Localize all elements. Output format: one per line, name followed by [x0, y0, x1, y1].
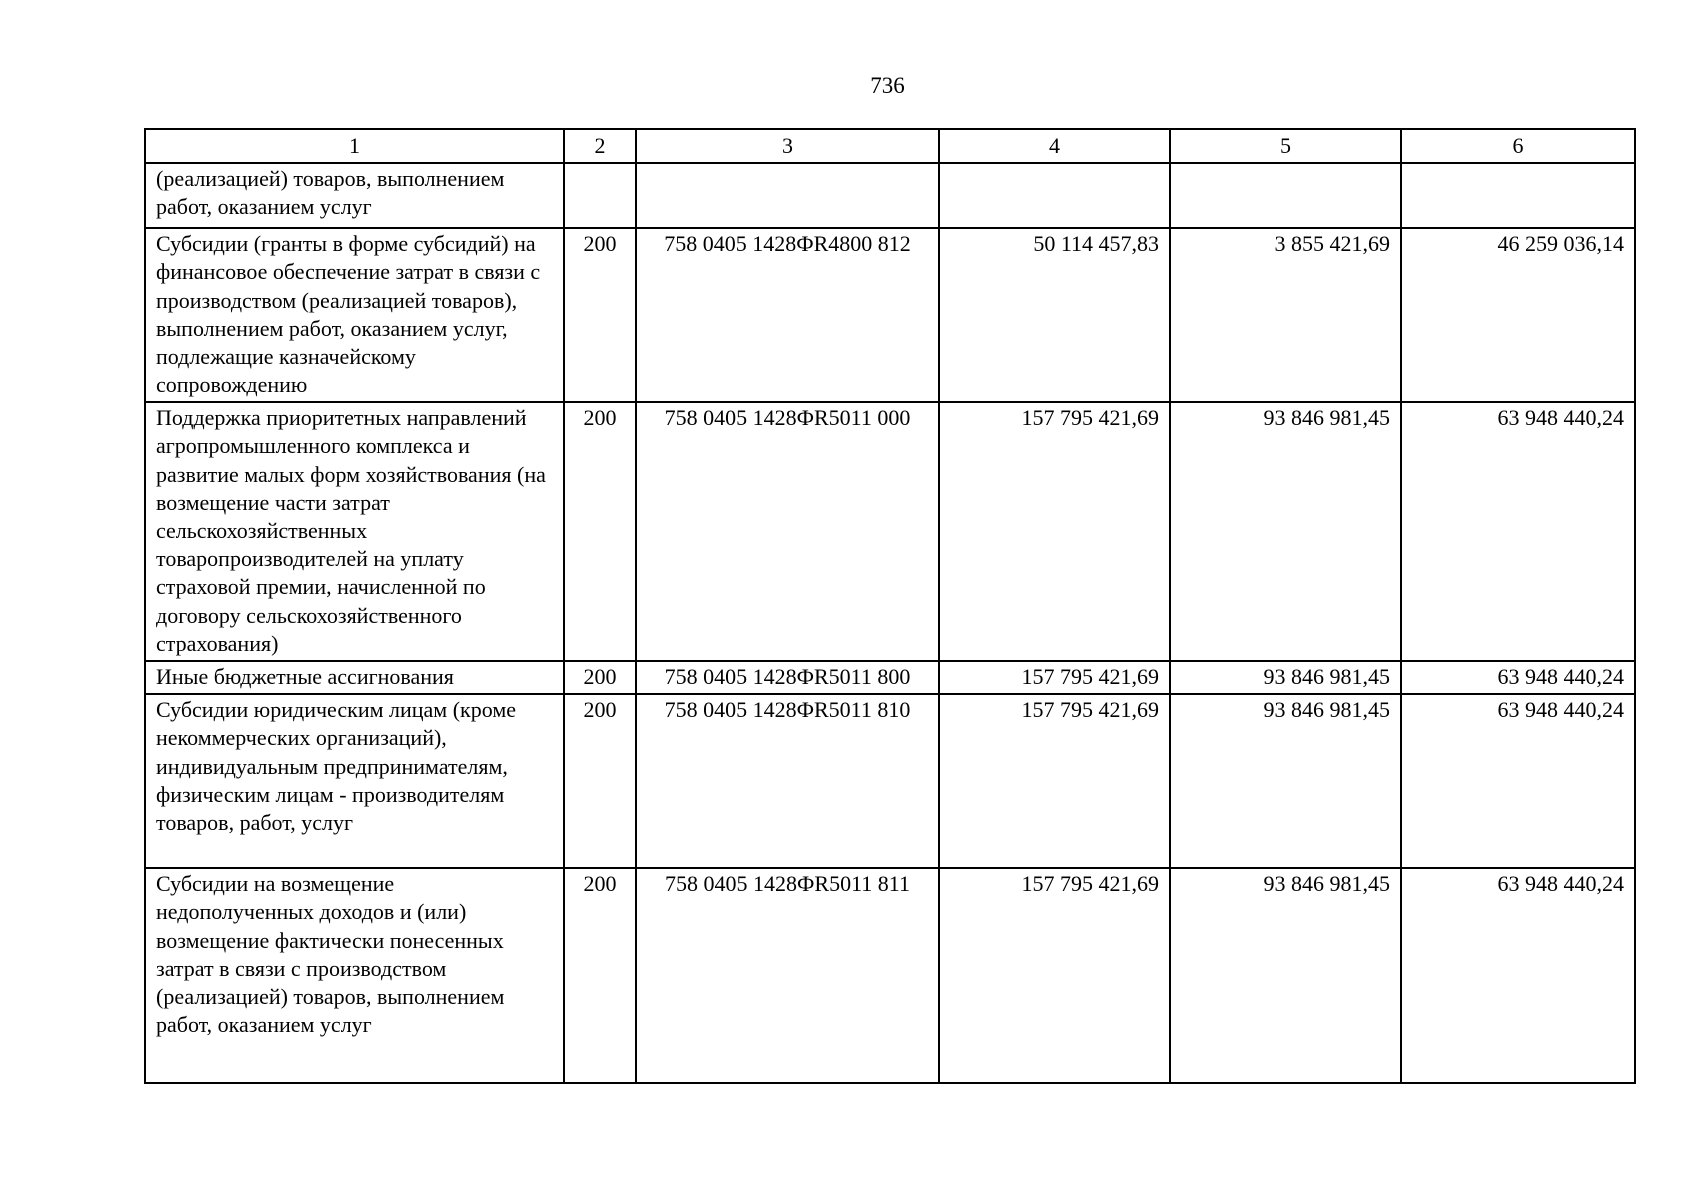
- row-amount-cell: 93 846 981,45: [1170, 402, 1401, 661]
- row-code-cell: 200: [564, 661, 636, 694]
- column-header: 3: [636, 129, 939, 163]
- row-kbk-cell: 758 0405 1428ФR4800 812: [636, 228, 939, 402]
- row-amount-cell: 93 846 981,45: [1170, 694, 1401, 868]
- row-amount-cell: 157 795 421,69: [939, 402, 1170, 661]
- column-header: 2: [564, 129, 636, 163]
- table-header-row: [145, 129, 1635, 163]
- table-row: [145, 694, 1635, 868]
- column-header: 1: [145, 129, 564, 163]
- column-header: 4: [939, 129, 1170, 163]
- row-code-cell: 200: [564, 694, 636, 868]
- table-row: [145, 868, 1635, 1083]
- row-kbk-cell: 758 0405 1428ФR5011 810: [636, 694, 939, 868]
- table-row: [145, 163, 1635, 228]
- table-row: [145, 228, 1635, 402]
- row-amount-cell: 93 846 981,45: [1170, 661, 1401, 694]
- row-amount-cell: [939, 163, 1170, 228]
- row-amount-cell: 46 259 036,14: [1401, 228, 1635, 402]
- column-header: 6: [1401, 129, 1635, 163]
- row-kbk-cell: 758 0405 1428ФR5011 000: [636, 402, 939, 661]
- row-amount-cell: 93 846 981,45: [1170, 868, 1401, 1083]
- row-code-cell: 200: [564, 402, 636, 661]
- row-name-cell: Иные бюджетные ассигнования: [145, 661, 564, 694]
- row-amount-cell: [1401, 163, 1635, 228]
- row-name-cell: Субсидии юридическим лицам (кроме некоммерческих организаций), индивидуальным предпринимателям, физическим лицам - производителям товаров, работ, услуг: [145, 694, 564, 868]
- row-kbk-cell: [636, 163, 939, 228]
- row-amount-cell: 63 948 440,24: [1401, 661, 1635, 694]
- row-amount-cell: 157 795 421,69: [939, 694, 1170, 868]
- row-kbk-cell: 758 0405 1428ФR5011 800: [636, 661, 939, 694]
- row-amount-cell: 63 948 440,24: [1401, 694, 1635, 868]
- row-code-cell: [564, 163, 636, 228]
- row-amount-cell: 63 948 440,24: [1401, 402, 1635, 661]
- row-name-cell: Субсидии на возмещение недополученных доходов и (или) возмещение фактически понесенных затрат в связи с производством (реализацией) товаров, выполнением работ, оказанием услуг: [145, 868, 564, 1083]
- row-kbk-cell: 758 0405 1428ФR5011 811: [636, 868, 939, 1083]
- row-name-cell: Поддержка приоритетных направлений агропромышленного комплекса и развитие малых форм хозяйствования (на возмещение части затрат сельскохозяйственных товаропроизводителей на уплату страховой премии, начисленной по договору сельскохозяйственного страхования): [145, 402, 564, 661]
- row-name-cell: (реализацией) товаров, выполнением работ, оказанием услуг: [145, 163, 564, 228]
- row-amount-cell: [1170, 163, 1401, 228]
- page-number: 736: [870, 73, 905, 98]
- budget-table: [144, 128, 1636, 1084]
- row-name-cell: Субсидии (гранты в форме субсидий) на финансовое обеспечение затрат в связи с производством (реализацией товаров), выполнением работ, оказанием услуг, подлежащие казначейскому сопровождению: [145, 228, 564, 402]
- column-header: 5: [1170, 129, 1401, 163]
- row-amount-cell: 63 948 440,24: [1401, 868, 1635, 1083]
- row-amount-cell: 157 795 421,69: [939, 661, 1170, 694]
- table-row: [145, 661, 1635, 694]
- row-amount-cell: 157 795 421,69: [939, 868, 1170, 1083]
- row-code-cell: 200: [564, 868, 636, 1083]
- table-row: [145, 402, 1635, 661]
- row-code-cell: 200: [564, 228, 636, 402]
- row-amount-cell: 3 855 421,69: [1170, 228, 1401, 402]
- row-amount-cell: 50 114 457,83: [939, 228, 1170, 402]
